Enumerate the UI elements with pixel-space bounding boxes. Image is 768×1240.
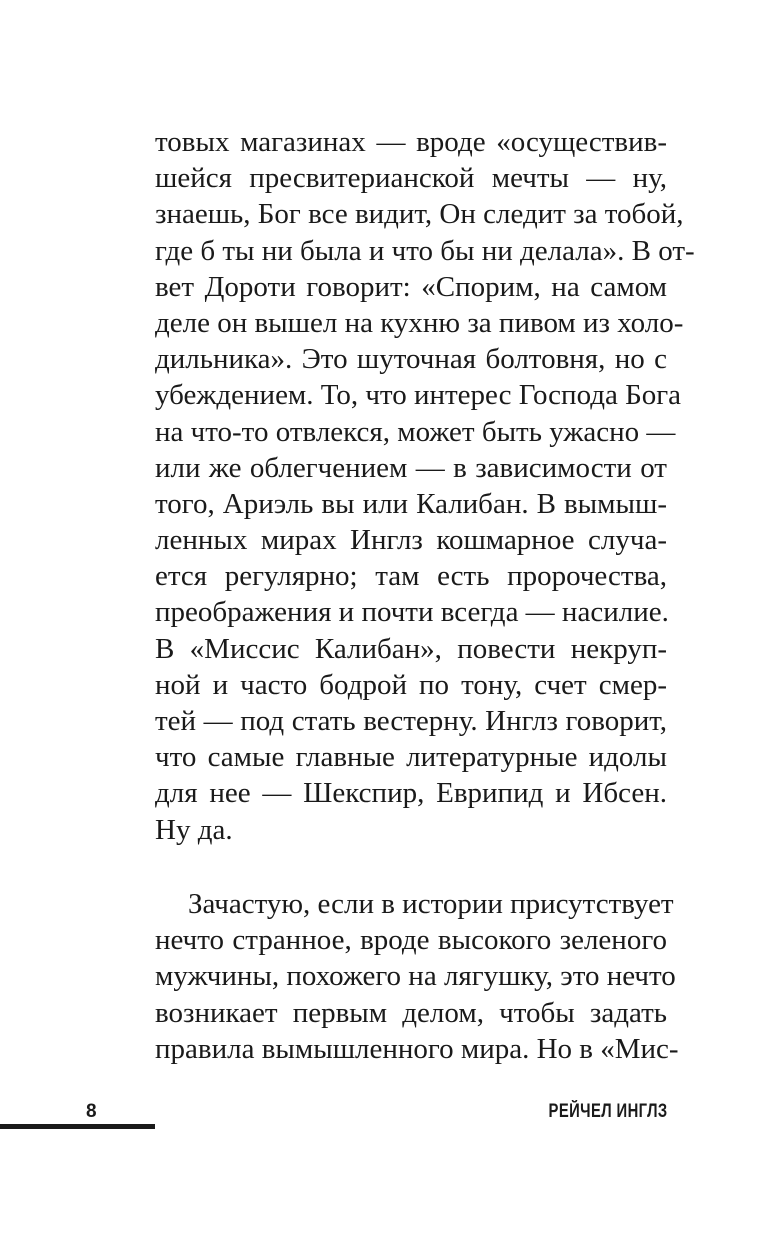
text-line: В «Миссис Калибан», повести некруп- xyxy=(155,632,667,665)
footer-rule xyxy=(0,1124,155,1129)
text-line: или же облегчением — в зависимости от xyxy=(155,451,667,484)
text-line: дильника». Это шуточная болтовня, но с xyxy=(155,343,667,376)
text-line: правила вымышленного мира. Но в «Мис- xyxy=(155,1032,679,1065)
running-head: РЕЙЧЕЛ ИНГЛЗ xyxy=(549,1101,668,1122)
body-paragraph-1 xyxy=(155,124,695,848)
text-line: ется регулярно; там есть пророчества, xyxy=(155,560,667,593)
text-line: деле он вышел на кухню за пивом из холо- xyxy=(155,306,684,339)
text-line: для нее — Шекспир, Еврипид и Ибсен. xyxy=(155,777,667,810)
text-line: где б ты ни была и что бы ни делала». В от- xyxy=(155,234,695,267)
text-line: вет Дороти говорит: «Спорим, на самом xyxy=(155,270,667,303)
text-line: мужчины, похожего на лягушку, это нечто xyxy=(155,960,676,993)
text-line: на что-то отвлекся, может быть ужасно — xyxy=(155,415,676,448)
text-line: преображения и почти всегда — насилие. xyxy=(155,596,669,629)
text-line: возникает первым делом, чтобы задать xyxy=(155,996,667,1029)
text-line: шейся пресвитерианской мечты — ну, xyxy=(155,162,667,195)
body-paragraph-2 xyxy=(155,886,679,1067)
text-line: что самые главные литературные идолы xyxy=(155,741,667,774)
text-line: нечто странное, вроде высокого зеленого xyxy=(155,924,667,957)
text-line: ленных мирах Инглз кошмарное случа- xyxy=(155,524,667,557)
text-line: знаешь, Бог все видит, Он следит за тобой, xyxy=(155,198,684,231)
page-number: 8 xyxy=(86,1101,97,1122)
text-line: Ну да. xyxy=(155,813,233,846)
text-line: Зачастую, если в истории присутствует xyxy=(188,888,674,920)
text-line: того, Ариэль вы или Калибан. В вымыш- xyxy=(155,487,667,520)
text-line: товых магазинах — вроде «осуществив- xyxy=(155,126,667,158)
text-line: убеждением. То, что интерес Господа Бога xyxy=(155,379,682,412)
text-line: тей — под стать вестерну. Инглз говорит, xyxy=(155,705,667,737)
text-line: ной и часто бодрой по тону, счет смер- xyxy=(155,668,667,701)
